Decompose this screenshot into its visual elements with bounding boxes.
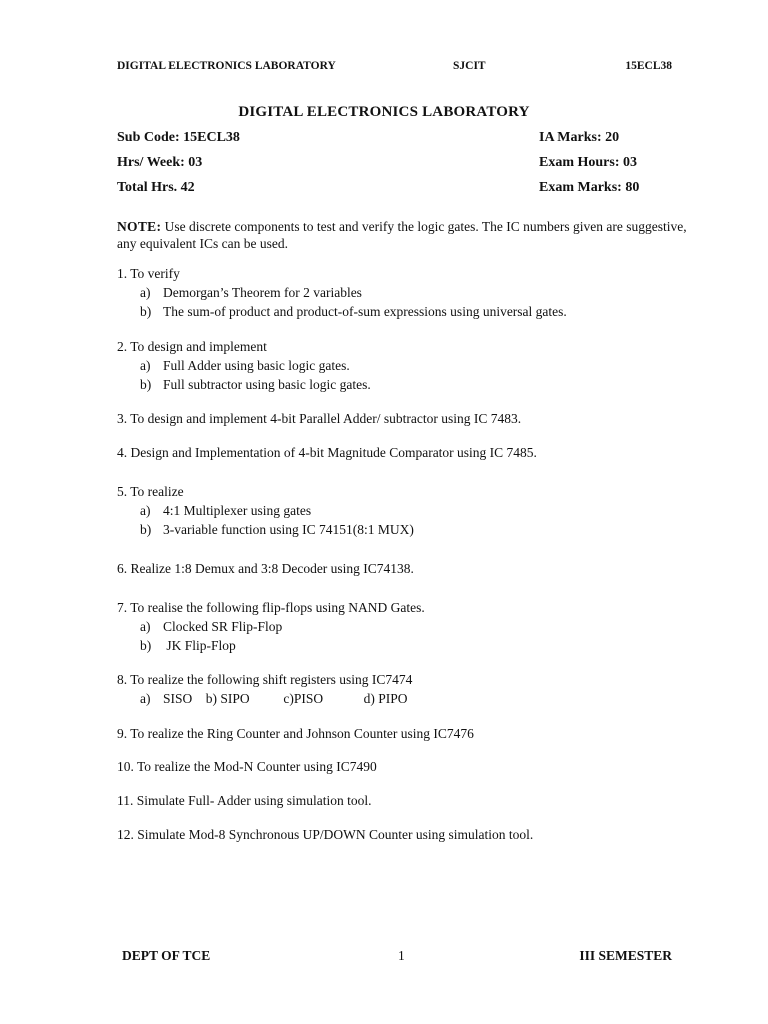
list-item: 9. To realize the Ring Counter and Johnson Counter using IC7476 <box>117 726 474 741</box>
list-item: 4. Design and Implementation of 4-bit Magnitude Comparator using IC 7485. <box>117 445 537 460</box>
sub-item <box>140 285 362 301</box>
sub-item <box>140 377 371 393</box>
sub-item <box>140 638 236 654</box>
sub-item <box>140 619 282 635</box>
page-number: 1 <box>398 948 405 963</box>
sub-item-label: b) <box>140 377 152 392</box>
sub-item-text: Full Adder using basic logic gates. <box>163 358 350 373</box>
list-item: 2. To design and implement <box>117 339 267 354</box>
meta-row <box>117 180 672 200</box>
ia-marks: IA Marks: 20 <box>539 130 620 145</box>
sub-item-label: a) <box>140 691 151 706</box>
page-footer <box>122 948 672 968</box>
sub-item <box>140 522 414 538</box>
list-item: 10. To realize the Mod-N Counter using IC7490 <box>117 759 377 774</box>
exam-hours: Exam Hours: 03 <box>539 155 637 170</box>
sub-item-label: b) <box>140 638 152 653</box>
page-title: DIGITAL ELECTRONICS LABORATORY <box>238 104 530 120</box>
sub-item-label: a) <box>140 619 151 634</box>
meta-row <box>117 130 672 150</box>
sub-item <box>140 503 311 519</box>
sub-item-label: b) <box>140 522 152 537</box>
sub-code: Sub Code: 15ECL38 <box>117 130 240 145</box>
sub-item-text: Full subtractor using basic logic gates. <box>163 377 371 392</box>
list-item: 3. To design and implement 4-bit Parallel Adder/ subtractor using IC 7483. <box>117 411 522 426</box>
exam-marks: Exam Marks: 80 <box>539 180 640 195</box>
note-paragraph <box>117 218 687 252</box>
list-item: 8. To realize the following shift registers using IC7474 <box>117 672 413 687</box>
list-item: 1. To verify <box>117 266 180 281</box>
sub-item-text: JK Flip-Flop <box>163 638 236 653</box>
sub-item-text: SISO b) SIPO c)PISO d) PIPO <box>163 691 408 706</box>
sub-item <box>140 304 567 320</box>
note-text: Use discrete components to test and verify the logic gates. The IC numbers given are suggestive, any equivalent ICs can be used. <box>117 219 687 251</box>
sub-item-label: a) <box>140 358 151 373</box>
sub-item-label: a) <box>140 285 151 300</box>
sub-item-label: b) <box>140 304 152 319</box>
total-hours: Total Hrs. 42 <box>117 180 195 195</box>
sub-item-text: 4:1 Multiplexer using gates <box>163 503 312 518</box>
header-course-code: 15ECL38 <box>625 60 672 72</box>
sub-item-text: Clocked SR Flip-Flop <box>163 619 283 634</box>
footer-semester: III SEMESTER <box>579 948 672 963</box>
sub-item-text: Demorgan’s Theorem for 2 variables <box>163 285 362 300</box>
list-item: 12. Simulate Mod-8 Synchronous UP/DOWN Counter using simulation tool. <box>117 827 534 842</box>
running-header <box>117 60 672 76</box>
list-item: 6. Realize 1:8 Demux and 3:8 Decoder using IC74138. <box>117 561 414 576</box>
sub-item-text: The sum-of product and product-of-sum expressions using universal gates. <box>163 304 567 319</box>
header-course-title: DIGITAL ELECTRONICS LABORATORY <box>117 60 336 72</box>
footer-department: DEPT OF TCE <box>122 948 211 963</box>
note-label: NOTE: <box>117 219 162 234</box>
sub-item-label: a) <box>140 503 151 518</box>
list-item: 5. To realize <box>117 484 184 499</box>
sub-item-text: 3-variable function using IC 74151(8:1 MUX) <box>163 522 414 537</box>
sub-item <box>140 691 408 707</box>
sub-item <box>140 358 350 374</box>
hours-per-week: Hrs/ Week: 03 <box>117 155 203 170</box>
list-item: 7. To realise the following flip-flops using NAND Gates. <box>117 600 425 615</box>
header-institution: SJCIT <box>453 60 486 72</box>
list-item: 11. Simulate Full- Adder using simulation tool. <box>117 793 372 808</box>
meta-row <box>117 155 672 175</box>
